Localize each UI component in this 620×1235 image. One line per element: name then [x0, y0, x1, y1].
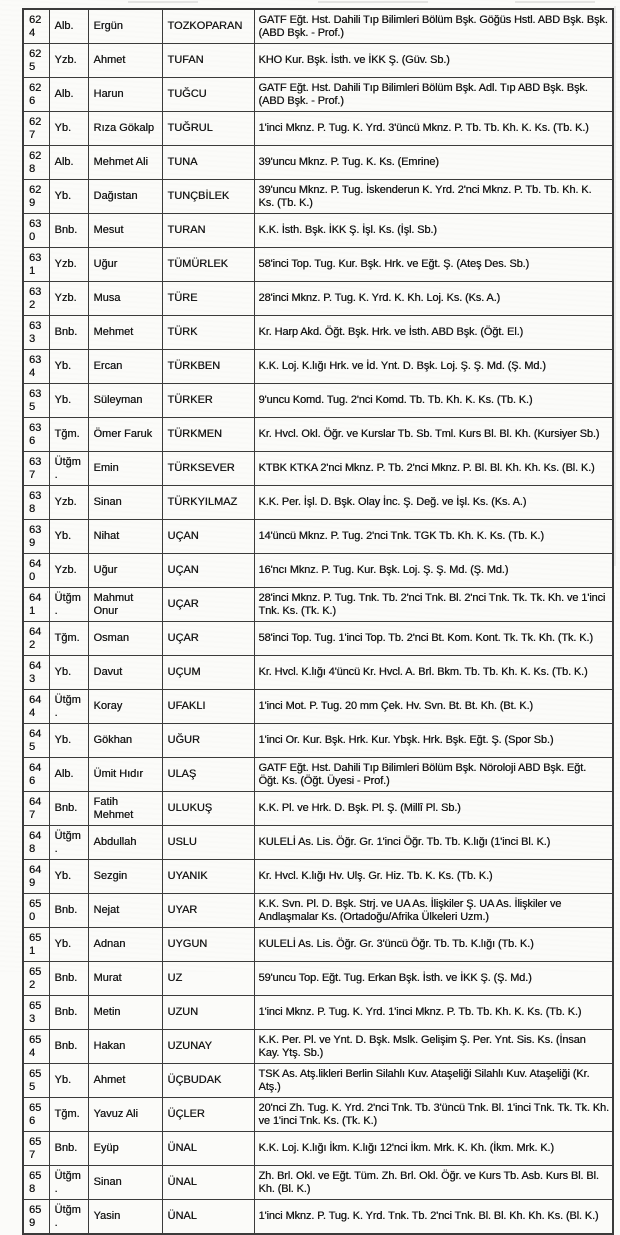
row-number-cell: 653: [23, 996, 49, 1030]
first-name-cell: Osman: [88, 622, 162, 656]
rank-cell: Ütğm.: [49, 690, 88, 724]
first-name-cell: Abdullah: [88, 826, 162, 860]
first-name-cell: Davut: [88, 656, 162, 690]
assignment-cell: GATF Eğt. Hst. Dahili Tıp Bilimleri Bölüm Bşk. Göğüs Hstl. ABD Bşk. Bşk. (ABD Bşk. - Prof.): [254, 9, 613, 44]
last-name-cell: TURAN: [162, 214, 254, 248]
table-row: [23, 724, 613, 758]
rank-cell: Yb.: [49, 928, 88, 962]
last-name-cell: UÇAN: [162, 554, 254, 588]
first-name-cell: Sinan: [88, 486, 162, 520]
first-name-cell: Adnan: [88, 928, 162, 962]
table-row: [23, 758, 613, 792]
row-number-cell: 630: [23, 214, 49, 248]
first-name-cell: Nihat: [88, 520, 162, 554]
assignment-cell: 20'nci Zh. Tug. K. Yrd. 2'nci Tnk. Tb. 3'üncü Tnk. Bl. 1'inci Tnk. Tk. Tk. Kh. ve 1'inci Tnk. Ks. (Tk. K.): [254, 1098, 613, 1132]
last-name-cell: UZUN: [162, 996, 254, 1030]
assignment-cell: K.K. Loj. K.lığı Hrk. ve İd. Ynt. D. Bşk. Loj. Ş. Ş. Md. (Ş. Md.): [254, 350, 613, 384]
first-name-cell: Mehmet: [88, 316, 162, 350]
assignment-cell: K.K. Loj. K.lığı İkm. K.lığı 12'nci İkm. Mrk. K. Kh. (İkm. Mrk. K.): [254, 1132, 613, 1166]
rank-cell: Yb.: [49, 384, 88, 418]
table-row: [23, 44, 613, 78]
first-name-cell: Ahmet: [88, 44, 162, 78]
rank-cell: Yb.: [49, 180, 88, 214]
last-name-cell: TÜRKYILMAZ: [162, 486, 254, 520]
first-name-cell: Gökhan: [88, 724, 162, 758]
row-number-cell: 657: [23, 1132, 49, 1166]
last-name-cell: ULUKUŞ: [162, 792, 254, 826]
assignment-cell: Kr. Hvcl. Okl. Öğr. ve Kurslar Tb. Sb. Tml. Kurs Bl. Bl. Kh. (Kursiyer Sb.): [254, 418, 613, 452]
rank-cell: Tğm.: [49, 622, 88, 656]
row-number-cell: 626: [23, 78, 49, 112]
first-name-cell: Ümit Hıdır: [88, 758, 162, 792]
assignment-cell: 1'inci Mot. P. Tug. 20 mm Çek. Hv. Svn. Bt. Bt. Kh. (Bt. K.): [254, 690, 613, 724]
row-number-cell: 646: [23, 758, 49, 792]
first-name-cell: Mehmet Ali: [88, 146, 162, 180]
last-name-cell: TÜRKBEN: [162, 350, 254, 384]
last-name-cell: UÇAR: [162, 588, 254, 622]
table-row: [23, 248, 613, 282]
assignment-cell: 58'inci Top. Tug. 1'inci Top. Tb. 2'nci Bt. Kom. Kont. Tk. Tk. Kh. (Tk. K.): [254, 622, 613, 656]
assignment-cell: 1'inci Mknz. P. Tug. K. Yrd. 1'inci Mknz. P. Tb. Tb. Kh. K. Ks. (Tb. K.): [254, 996, 613, 1030]
row-number-cell: 627: [23, 112, 49, 146]
rank-cell: Ütğm.: [49, 1166, 88, 1200]
row-number-cell: 650: [23, 894, 49, 928]
last-name-cell: ÜÇLER: [162, 1098, 254, 1132]
first-name-cell: Mesut: [88, 214, 162, 248]
rank-cell: Yzb.: [49, 554, 88, 588]
assignment-cell: 58'inci Top. Tug. Kur. Bşk. Hrk. ve Eğt. Ş. (Ateş Des. Sb.): [254, 248, 613, 282]
rank-cell: Yb.: [49, 1064, 88, 1098]
row-number-cell: 647: [23, 792, 49, 826]
first-name-cell: Ömer Faruk: [88, 418, 162, 452]
row-number-cell: 629: [23, 180, 49, 214]
last-name-cell: TÜRKSEVER: [162, 452, 254, 486]
last-name-cell: UYANIK: [162, 860, 254, 894]
first-name-cell: Murat: [88, 962, 162, 996]
assignment-cell: 59'uncu Top. Eğt. Tug. Erkan Bşk. İsth. ve İKK Ş. (Ş. Md.): [254, 962, 613, 996]
rank-cell: Yzb.: [49, 282, 88, 316]
scan-artifact: [614, 6, 616, 566]
first-name-cell: Rıza Gökalp: [88, 112, 162, 146]
assignment-cell: 28'inci Mknz. P. Tug. K. Yrd. K. Kh. Loj. Ks. (Ks. A.): [254, 282, 613, 316]
last-name-cell: TÜRE: [162, 282, 254, 316]
table-row: [23, 588, 613, 622]
personnel-table: [22, 8, 614, 1235]
row-number-cell: 654: [23, 1030, 49, 1064]
table-row: [23, 214, 613, 248]
last-name-cell: ÜNAL: [162, 1132, 254, 1166]
table-row: [23, 1064, 613, 1098]
last-name-cell: UZ: [162, 962, 254, 996]
assignment-cell: KULELİ As. Lis. Öğr. Gr. 1'inci Öğr. Tb. Tb. K.lığı (1'inci Bl. K.): [254, 826, 613, 860]
row-number-cell: 640: [23, 554, 49, 588]
table-row: [23, 860, 613, 894]
rank-cell: Ütğm.: [49, 826, 88, 860]
last-name-cell: TUNÇBİLEK: [162, 180, 254, 214]
rank-cell: Bnb.: [49, 894, 88, 928]
rank-cell: Bnb.: [49, 1132, 88, 1166]
row-number-cell: 638: [23, 486, 49, 520]
table-row: [23, 180, 613, 214]
last-name-cell: TUFAN: [162, 44, 254, 78]
row-number-cell: 644: [23, 690, 49, 724]
table-row: [23, 554, 613, 588]
table-row: [23, 622, 613, 656]
row-number-cell: 643: [23, 656, 49, 690]
last-name-cell: TÜRK: [162, 316, 254, 350]
assignment-cell: GATF Eğt. Hst. Dahili Tıp Bilimleri Bölüm Bşk. Adl. Tıp ABD Bşk. Bşk. (ABD Bşk. - Prof.): [254, 78, 613, 112]
row-number-cell: 639: [23, 520, 49, 554]
row-number-cell: 636: [23, 418, 49, 452]
row-number-cell: 658: [23, 1166, 49, 1200]
last-name-cell: TUĞRUL: [162, 112, 254, 146]
row-number-cell: 637: [23, 452, 49, 486]
first-name-cell: Sinan: [88, 1166, 162, 1200]
assignment-cell: K.K. Svn. Pl. D. Bşk. Strj. ve UA As. İlişkiler Ş. UA As. İlişkiler ve Andlaşmalar Ks. (Ortadoğu/Afrika Ülkeleri Uzm.): [254, 894, 613, 928]
last-name-cell: ÜNAL: [162, 1200, 254, 1235]
first-name-cell: Hakan: [88, 1030, 162, 1064]
row-number-cell: 631: [23, 248, 49, 282]
table-row: [23, 282, 613, 316]
assignment-cell: KHO Kur. Bşk. İsth. ve İKK Ş. (Güv. Sb.): [254, 44, 613, 78]
scan-artifact: [318, 1, 428, 3]
rank-cell: Yzb.: [49, 486, 88, 520]
table-row: [23, 384, 613, 418]
table-row: [23, 1166, 613, 1200]
scan-artifact: [128, 1, 198, 3]
table-row: [23, 1030, 613, 1064]
first-name-cell: Koray: [88, 690, 162, 724]
rank-cell: Ütğm.: [49, 1200, 88, 1235]
first-name-cell: Mahmut Onur: [88, 588, 162, 622]
row-number-cell: 624: [23, 9, 49, 44]
assignment-cell: 1'inci Or. Kur. Bşk. Hrk. Kur. Ybşk. Hrk. Bşk. Eğt. Ş. (Spor Sb.): [254, 724, 613, 758]
first-name-cell: Ergün: [88, 9, 162, 44]
row-number-cell: 628: [23, 146, 49, 180]
first-name-cell: Sezgin: [88, 860, 162, 894]
last-name-cell: USLU: [162, 826, 254, 860]
table-row: [23, 486, 613, 520]
table-row: [23, 1200, 613, 1235]
table-row: [23, 78, 613, 112]
last-name-cell: UYGUN: [162, 928, 254, 962]
table-row: [23, 962, 613, 996]
rank-cell: Yb.: [49, 112, 88, 146]
last-name-cell: UÇAR: [162, 622, 254, 656]
row-number-cell: 651: [23, 928, 49, 962]
table-row: [23, 9, 613, 44]
rank-cell: Ütğm.: [49, 452, 88, 486]
rank-cell: Bnb.: [49, 316, 88, 350]
row-number-cell: 641: [23, 588, 49, 622]
table-row: [23, 520, 613, 554]
last-name-cell: TÜRKER: [162, 384, 254, 418]
rank-cell: Tğm.: [49, 1098, 88, 1132]
rank-cell: Bnb.: [49, 1030, 88, 1064]
first-name-cell: Dağıstan: [88, 180, 162, 214]
row-number-cell: 659: [23, 1200, 49, 1235]
first-name-cell: Musa: [88, 282, 162, 316]
table-row: [23, 996, 613, 1030]
row-number-cell: 633: [23, 316, 49, 350]
table-row: [23, 656, 613, 690]
table-row: [23, 1098, 613, 1132]
assignment-cell: TSK As. Atş.likleri Berlin Silahlı Kuv. Ataşeliği Silahlı Kuv. Ataşeliği (Kr. Atş.): [254, 1064, 613, 1098]
last-name-cell: ULAŞ: [162, 758, 254, 792]
row-number-cell: 632: [23, 282, 49, 316]
first-name-cell: Harun: [88, 78, 162, 112]
first-name-cell: Uğur: [88, 248, 162, 282]
rank-cell: Bnb.: [49, 214, 88, 248]
assignment-cell: 16'ncı Mknz. P. Tug. Kur. Bşk. Loj. Ş. Ş. Md. (Ş. Md.): [254, 554, 613, 588]
rank-cell: Yb.: [49, 350, 88, 384]
last-name-cell: TÜRKMEN: [162, 418, 254, 452]
row-number-cell: 652: [23, 962, 49, 996]
rank-cell: Alb.: [49, 146, 88, 180]
last-name-cell: TÜMÜRLEK: [162, 248, 254, 282]
row-number-cell: 648: [23, 826, 49, 860]
personnel-table-body: [23, 9, 613, 1234]
last-name-cell: UÇUM: [162, 656, 254, 690]
assignment-cell: Kr. Hvcl. K.lığı 4'üncü Kr. Hvcl. A. Brl. Bkm. Tb. Tb. Kh. K. Ks. (Tb. K.): [254, 656, 613, 690]
row-number-cell: 634: [23, 350, 49, 384]
last-name-cell: TUNA: [162, 146, 254, 180]
table-row: [23, 350, 613, 384]
first-name-cell: Eyüp: [88, 1132, 162, 1166]
rank-cell: Yzb.: [49, 248, 88, 282]
first-name-cell: Süleyman: [88, 384, 162, 418]
assignment-cell: GATF Eğt. Hst. Dahili Tıp Bilimleri Bölüm Bşk. Nöroloji ABD Bşk. Eğt. Öğt. Ks. (Öğt. Üyesi - Prof.): [254, 758, 613, 792]
first-name-cell: Emin: [88, 452, 162, 486]
rank-cell: Yb.: [49, 520, 88, 554]
row-number-cell: 649: [23, 860, 49, 894]
assignment-cell: 14'üncü Mknz. P. Tug. 2'nci Tnk. TGK Tb. Kh. K. Ks. (Tb. K.): [254, 520, 613, 554]
assignment-cell: Kr. Hvcl. K.lığı Hv. Ulş. Gr. Hiz. Tb. K. Ks. (Tb. K.): [254, 860, 613, 894]
rank-cell: Alb.: [49, 78, 88, 112]
table-row: [23, 316, 613, 350]
table-row: [23, 894, 613, 928]
first-name-cell: Yasin: [88, 1200, 162, 1235]
last-name-cell: TUĞCU: [162, 78, 254, 112]
rank-cell: Alb.: [49, 758, 88, 792]
rank-cell: Yb.: [49, 860, 88, 894]
assignment-cell: K.K. Per. İşl. D. Bşk. Olay İnc. Ş. Değ. ve İşl. Ks. (Ks. A.): [254, 486, 613, 520]
last-name-cell: TOZKOPARAN: [162, 9, 254, 44]
row-number-cell: 655: [23, 1064, 49, 1098]
table-row: [23, 792, 613, 826]
last-name-cell: ÜÇBUDAK: [162, 1064, 254, 1098]
first-name-cell: Fatih Mehmet: [88, 792, 162, 826]
first-name-cell: Yavuz Ali: [88, 1098, 162, 1132]
table-row: [23, 146, 613, 180]
first-name-cell: Ahmet: [88, 1064, 162, 1098]
rank-cell: Alb.: [49, 9, 88, 44]
first-name-cell: Nejat: [88, 894, 162, 928]
assignment-cell: KULELİ As. Lis. Öğr. Gr. 3'üncü Öğr. Tb. Tb. K.lığı (Tb. K.): [254, 928, 613, 962]
assignment-cell: K.K. Per. Pl. ve Ynt. D. Bşk. Mslk. Gelişim Ş. Per. Ynt. Sis. Ks. (İnsan Kay. Ytş. Sb.): [254, 1030, 613, 1064]
rank-cell: Yb.: [49, 724, 88, 758]
first-name-cell: Ercan: [88, 350, 162, 384]
rank-cell: Tğm.: [49, 418, 88, 452]
assignment-cell: 28'inci Mknz. P. Tug. Tnk. Tb. 2'nci Tnk. Bl. 2'nci Tnk. Tk. Tk. Kh. ve 1'inci Tnk. Ks. (Tk. K.): [254, 588, 613, 622]
last-name-cell: UYAR: [162, 894, 254, 928]
row-number-cell: 656: [23, 1098, 49, 1132]
assignment-cell: K.K. İsth. Bşk. İKK Ş. İşl. Ks. (İşl. Sb.): [254, 214, 613, 248]
assignment-cell: 39'uncu Mknz. P. Tug. İskenderun K. Yrd. 2'nci Mknz. P. Tb. Tb. Kh. K. Ks. (Tb. K.): [254, 180, 613, 214]
rank-cell: Yb.: [49, 656, 88, 690]
row-number-cell: 635: [23, 384, 49, 418]
table-row: [23, 1132, 613, 1166]
assignment-cell: 39'uncu Mknz. P. Tug. K. Ks. (Emrine): [254, 146, 613, 180]
assignment-cell: 1'inci Mknz. P. Tug. K. Yrd. 3'üncü Mknz. P. Tb. Tb. Kh. K. Ks. (Tb. K.): [254, 112, 613, 146]
table-row: [23, 112, 613, 146]
last-name-cell: UFAKLI: [162, 690, 254, 724]
assignment-cell: Zh. Brl. Okl. ve Eğt. Tüm. Zh. Brl. Okl. Öğr. ve Kurs Tb. Asb. Kurs Bl. Bl. Kh. (Bl. K.): [254, 1166, 613, 1200]
assignment-cell: KTBK KTKA 2'nci Mknz. P. Tb. 2'nci Mknz. P. Bl. Bl. Kh. Kh. Ks. (Bl. K.): [254, 452, 613, 486]
last-name-cell: ÜNAL: [162, 1166, 254, 1200]
table-row: [23, 690, 613, 724]
last-name-cell: UÇAN: [162, 520, 254, 554]
assignment-cell: K.K. Pl. ve Hrk. D. Bşk. Pl. Ş. (Millî Pl. Sb.): [254, 792, 613, 826]
row-number-cell: 642: [23, 622, 49, 656]
table-row: [23, 826, 613, 860]
assignment-cell: 9'uncu Komd. Tug. 2'nci Komd. Tb. Tb. Kh. K. Ks. (Tb. K.): [254, 384, 613, 418]
last-name-cell: UĞUR: [162, 724, 254, 758]
rank-cell: Bnb.: [49, 996, 88, 1030]
last-name-cell: UZUNAY: [162, 1030, 254, 1064]
row-number-cell: 645: [23, 724, 49, 758]
row-number-cell: 625: [23, 44, 49, 78]
table-row: [23, 418, 613, 452]
rank-cell: Ütğm.: [49, 588, 88, 622]
scan-artifact: [515, 1, 595, 3]
rank-cell: Bnb.: [49, 962, 88, 996]
table-row: [23, 452, 613, 486]
first-name-cell: Uğur: [88, 554, 162, 588]
table-row: [23, 928, 613, 962]
rank-cell: Yzb.: [49, 44, 88, 78]
assignment-cell: 1'inci Mknz. P. Tug. K. Yrd. Tnk. Tb. 2'nci Tnk. Bl. Bl. Kh. Kh. Ks. (Bl. K.): [254, 1200, 613, 1235]
assignment-cell: Kr. Harp Akd. Öğt. Bşk. Hrk. ve İsth. ABD Bşk. (Öğt. El.): [254, 316, 613, 350]
first-name-cell: Metin: [88, 996, 162, 1030]
rank-cell: Bnb.: [49, 792, 88, 826]
